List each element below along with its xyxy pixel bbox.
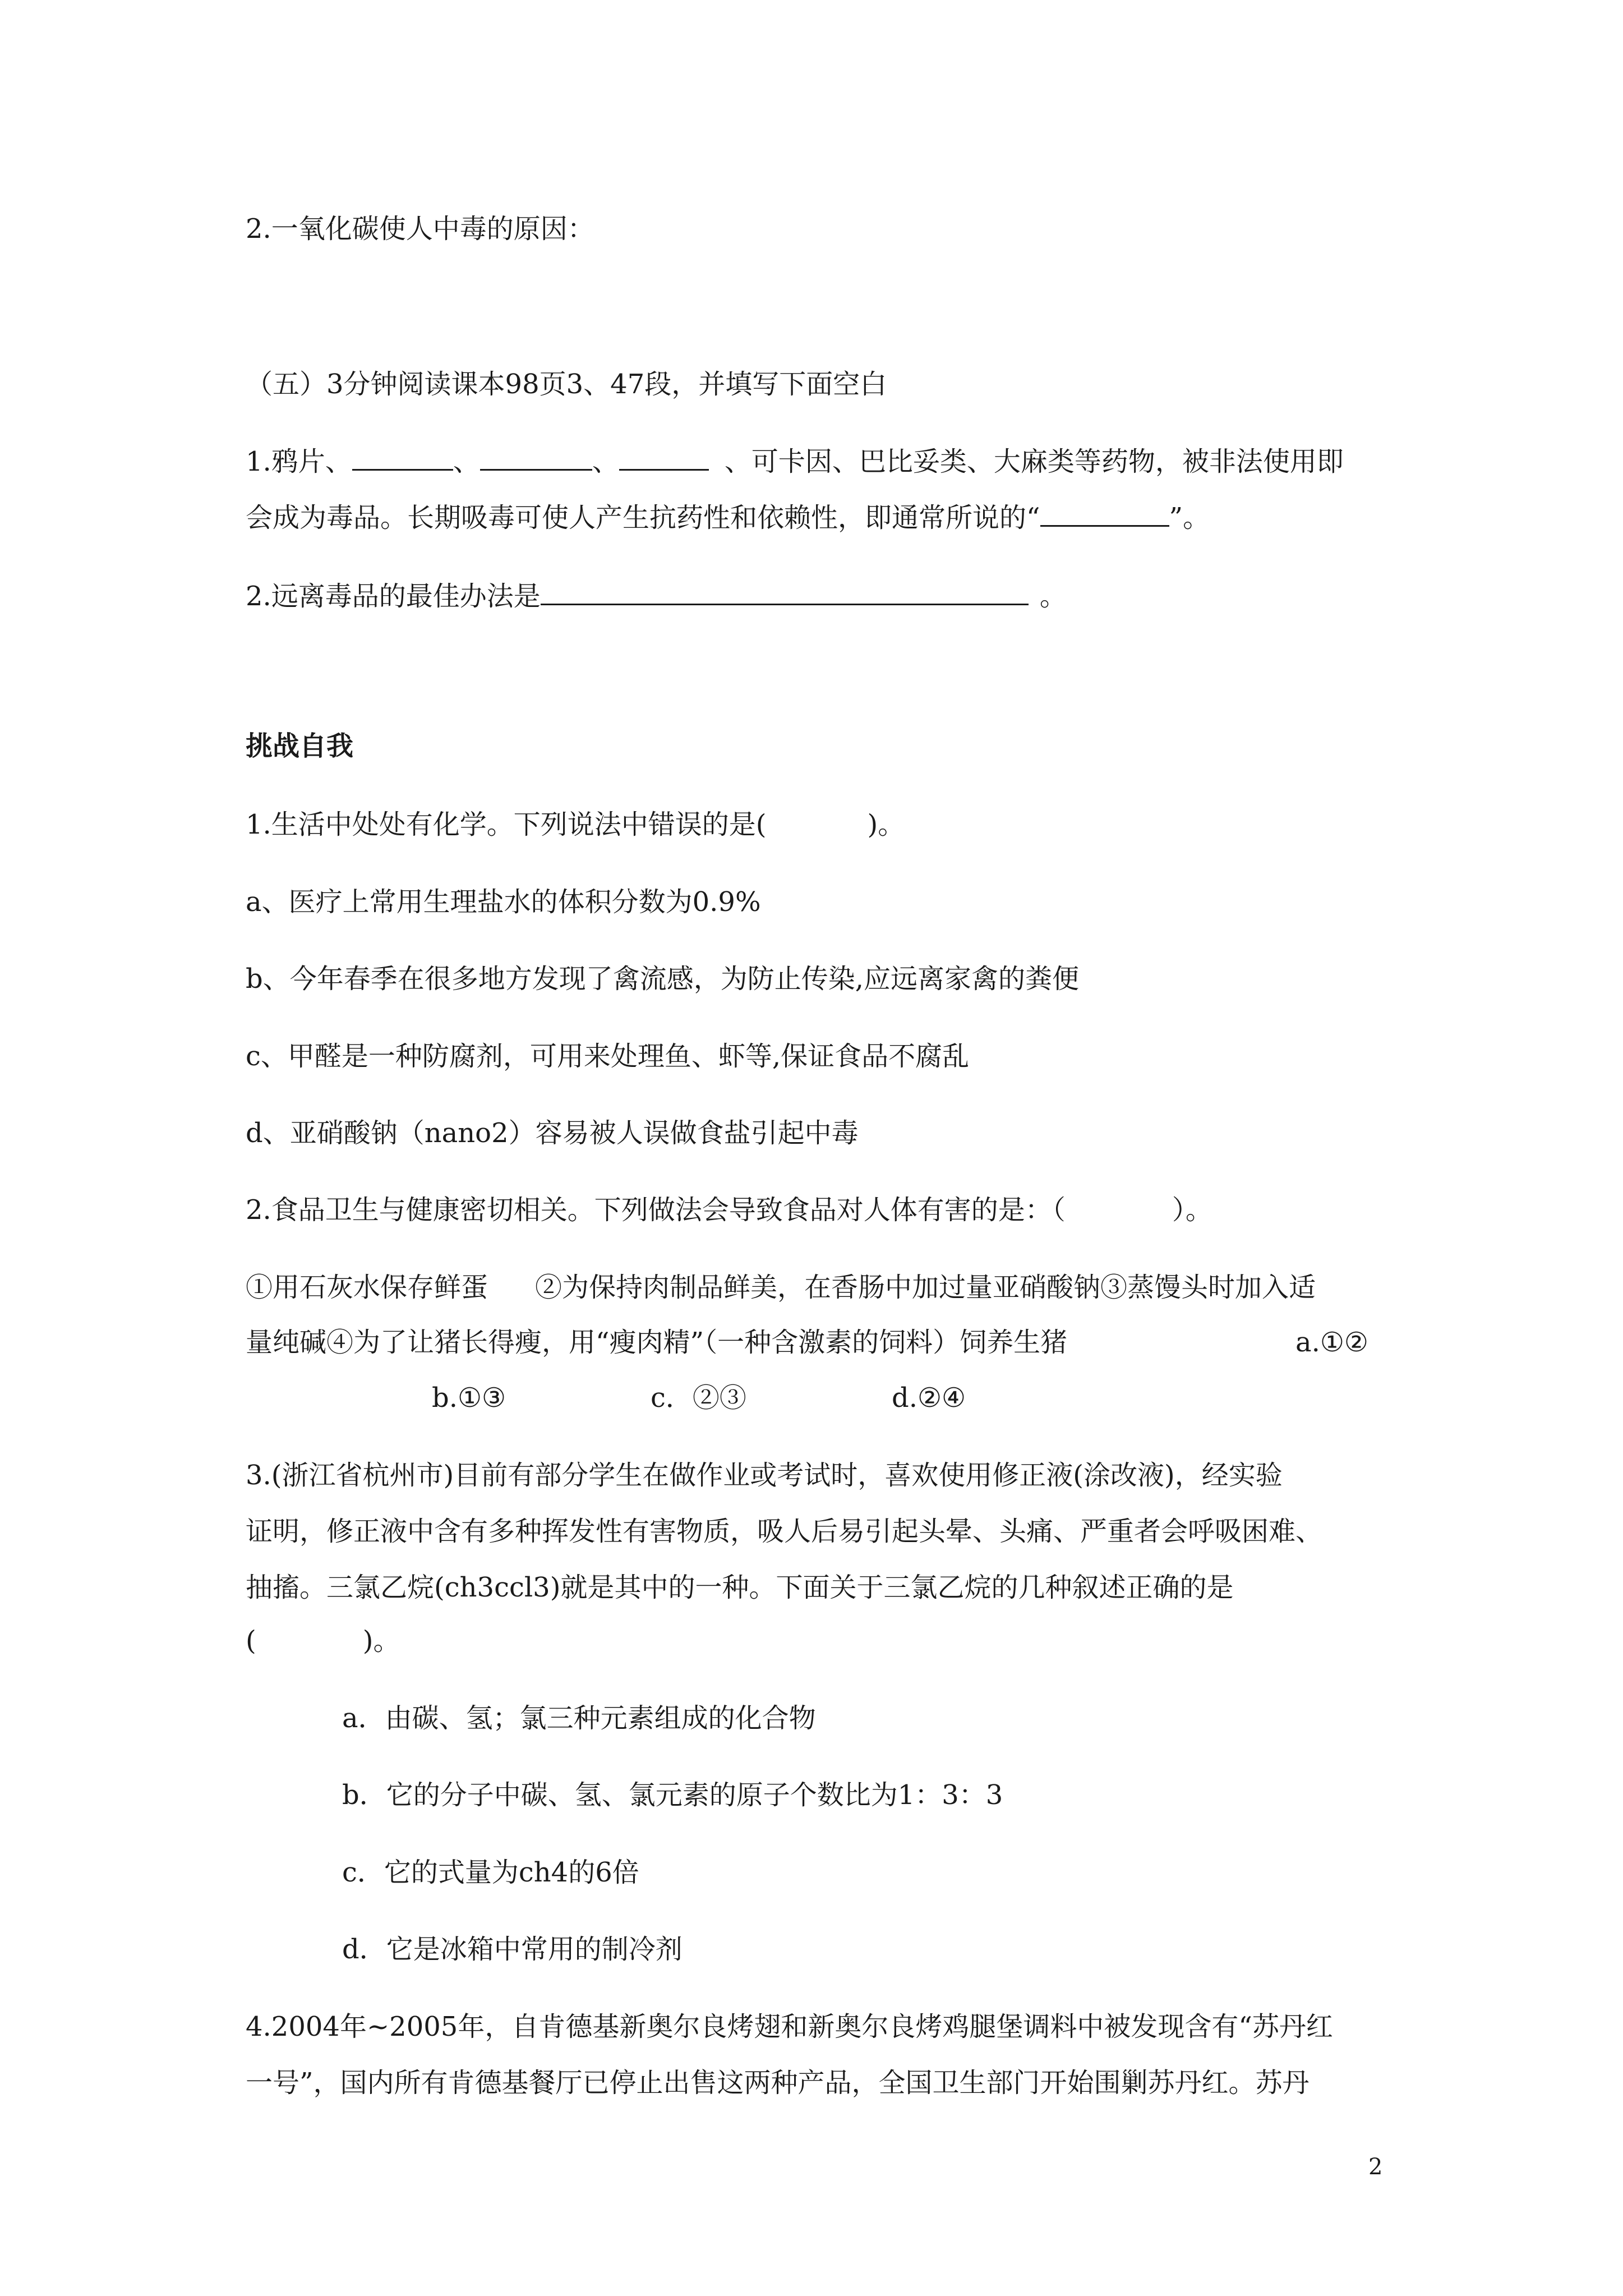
cq3-paren-close: )。 [362,1625,400,1657]
cq1-stem-b: )。 [867,809,905,840]
cq3-option-b: b．它的分子中碳、氢、氯元素的原子个数比为1：3：3 [342,1779,1003,1811]
q1-text-d: ”。 [1169,502,1210,533]
cq2-stem [246,1193,1212,1227]
section5-heading: （五）3分钟阅读课本98页3、47段，并填写下面空白 [246,369,887,400]
cq3-option-a: a．由碳、氢；氯三种元素组成的化合物 [342,1703,816,1734]
blank-4[interactable] [1040,499,1169,527]
cq3-line4 [246,1624,400,1658]
co-poisoning-question: 2.一氧化碳使人中毒的原因： [246,213,594,245]
section5-q1-line1 [246,443,1344,478]
blank-3[interactable] [619,443,709,471]
section5-q1-line2 [246,499,1210,535]
q1-text-c: 会成为毒品。长期吸毒可使人产生抗药性和依赖性，即通常所说的“ [246,502,1040,533]
cq2-line1 [246,1271,1316,1304]
q1-text-b: 、可卡因、巴比妥类、大麻类等药物，被非法使用即 [724,446,1344,477]
cq4-line2: 一号”，国内所有肯德基餐厅已停止出售这两种产品，全国卫生部门开始围剿苏丹红。苏丹 [246,2067,1310,2099]
section5-q2 [246,578,1067,613]
cq3-line3: 抽搐。三氯乙烷(ch3ccl3)就是其中的一种。下面关于三氯乙烷的几种叙述正确的是 [246,1572,1234,1603]
page-number: 2 [1368,2154,1383,2180]
q2-text-a: 2.远离毒品的最佳办法是 [246,581,541,612]
cq1-option-d: d、亚硝酸钠（nano2）容易被人误做食盐引起中毒 [246,1117,859,1149]
q2-text-b: 。 [1039,581,1067,612]
cq2-option-c: c．②③ [651,1382,746,1414]
cq2-line2: 量纯碱④为了让猪长得瘦，用“瘦肉精”（一种含激素的饲料）饲养生猪 [246,1327,1068,1358]
cq2-option-a: a.①② [1295,1327,1368,1358]
cq1-option-a: a、医疗上常用生理盐水的体积分数为0.9% [246,886,761,918]
cq1-option-c: c、甲醛是一种防腐剂，可用来处理鱼、虾等,保证食品不腐乱 [246,1041,970,1072]
cq2-option-d: d.②④ [892,1382,966,1414]
cq3-line1: 3.(浙江省杭州市)目前有部分学生在做作业或考试时，喜欢使用修正液(涂改液)，经实验 [246,1460,1283,1491]
q1-text-a: 1.鸦片、 [246,446,352,477]
blank-5[interactable] [541,578,1029,605]
cq3-option-c: c．它的式量为ch4的6倍 [342,1857,639,1888]
cq3-option-d: d．它是冰箱中常用的制冷剂 [342,1934,683,1965]
cq1-stem [246,808,905,841]
cq1-option-b: b、今年春季在很多地方发现了禽流感，为防止传染,应远离家禽的粪便 [246,963,1079,995]
challenge-heading: 挑战自我 [246,730,354,762]
cq3-paren-open: ( [246,1625,256,1657]
cq2-stem-b: ）。 [1172,1194,1212,1226]
cq3-line2: 证明，修正液中含有多种挥发性有害物质，吸人后易引起头晕、头痛、严重者会呼吸困难、 [246,1516,1323,1547]
q1-sep-2: 、 [592,446,619,477]
cq4-line1: 4.2004年~2005年，自肯德基新奥尔良烤翅和新奥尔良烤鸡腿堡调料中被发现含有“苏丹红 [246,2011,1333,2042]
cq1-stem-a: 1.生活中处处有化学。下列说法中错误的是( [246,809,767,840]
q1-sep-1: 、 [453,446,480,477]
cq2-stem-a: 2.食品卫生与健康密切相关。下列做法会导致食品对人体有害的是：（ [246,1194,1066,1226]
cq2-items2-3: ②为保持肉制品鲜美，在香肠中加过量亚硝酸钠③蒸馒头时加入适 [535,1272,1316,1303]
cq2-item1: ①用石灰水保存鲜蛋 [246,1272,488,1303]
blank-1[interactable] [352,443,453,471]
blank-2[interactable] [480,443,592,471]
cq2-option-b: b.①③ [432,1382,506,1414]
